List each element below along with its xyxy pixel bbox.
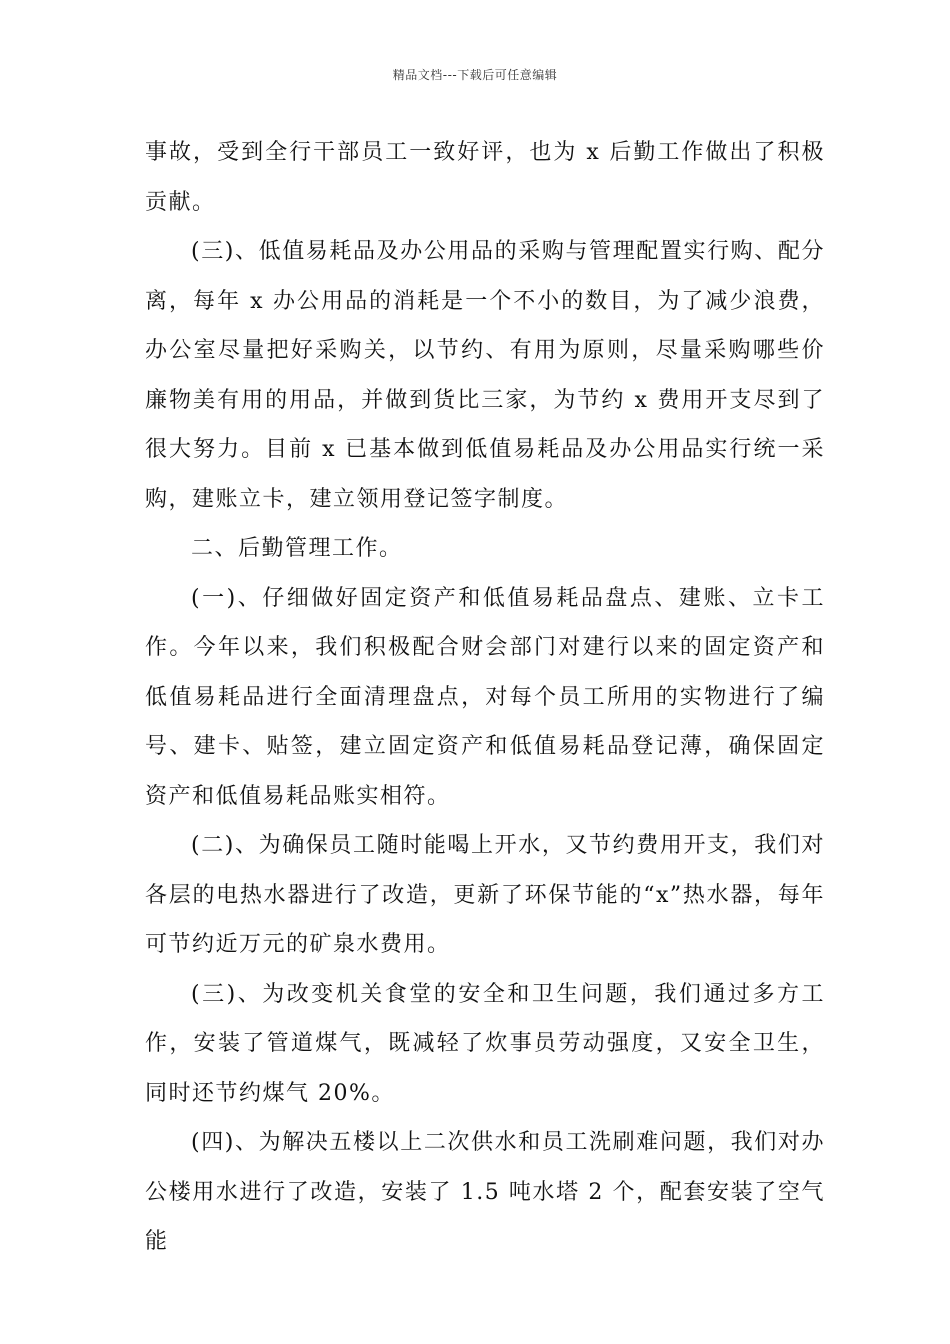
page-header: 精品文档---下载后可任意编辑 (392, 68, 558, 82)
document-body (145, 128, 825, 1267)
paragraph-continued: 事故，受到全行干部员工一致好评，也为 x 后勤工作做出了积极贡献。 (145, 140, 825, 215)
paragraph-canteen-gas: (三)、为改变机关食堂的安全和卫生问题，我们通过多方工作，安装了管道煤气，既减轻了炊事员劳动强度，又安全卫生，同时还节约煤气 20%。 (145, 981, 825, 1106)
paragraph-fixed-assets: (一)、仔细做好固定资产和低值易耗品盘点、建账、立卡工作。今年以来，我们积极配合财会部门对建行以来的固定资产和低值易耗品进行全面清理盘点，对每个员工所用的实物进行了编号、建卡、贴签，建立固定资产和低值易耗品登记薄，确保固定资产和低值易耗品账实相符。 (145, 585, 825, 809)
section-heading-logistics: 二、后勤管理工作。 (191, 536, 403, 561)
paragraph-water-heater: (二)、为确保员工随时能喝上开水，又节约费用开支，我们对各层的电热水器进行了改造，更新了环保节能的“x”热水器，每年可节约近万元的矿泉水费用。 (145, 833, 825, 957)
paragraph-water-supply: (四)、为解决五楼以上二次供水和员工洗刷难问题，我们对办公楼用水进行了改造，安装了 1.5 吨水塔 2 个，配套安装了空气能 (145, 1130, 825, 1254)
paragraph-office-supplies: (三)、低值易耗品及办公用品的采购与管理配置实行购、配分离，每年 x 办公用品的消耗是一个不小的数目，为了减少浪费，办公室尽量把好采购关，以节约、有用为原则，尽量采购哪些价廉物美有用的用品，并做到货比三家，为节约 x 费用开支尽到了很大努力。目前 x 已基本做到低值易耗品及办公用品实行统一采购，建账立卡，建立领用登记签字制度。 (145, 239, 825, 512)
